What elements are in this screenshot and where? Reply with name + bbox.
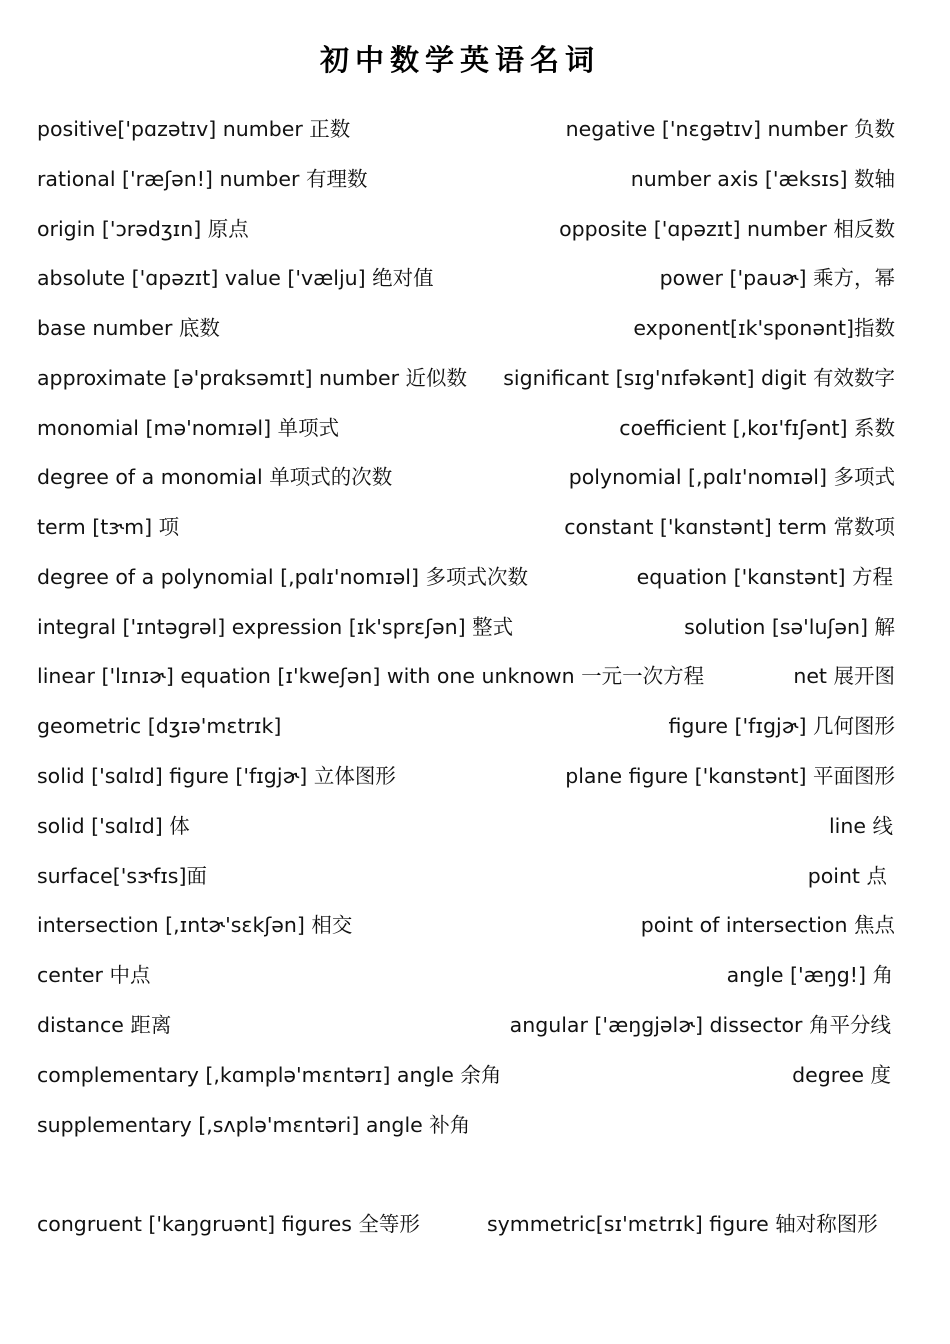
term-row: [37, 1010, 895, 1040]
term-right: net 展开图: [793, 664, 895, 688]
term-row: [37, 910, 895, 940]
term-left: approximate [ə'prɑksəmɪt] number 近似数: [37, 366, 468, 390]
term-left: supplementary [,sʌplə'mɛntəri] angle 补角: [37, 1113, 471, 1137]
term-row: [37, 811, 895, 841]
term-right: symmetric[sɪ'mɛtrɪk] figure 轴对称图形: [487, 1212, 878, 1236]
term-row: [37, 214, 895, 244]
term-right: power ['pauɚ] 乘方，幂: [659, 266, 895, 290]
term-left: integral ['ɪntəgrəl] expression [ɪk'sprɛʃən] 整式: [37, 615, 514, 639]
term-row: [37, 413, 895, 443]
term-left: geometric [dʒɪə'mɛtrɪk]: [37, 714, 282, 738]
term-right: equation ['kɑnstənt] 方程: [636, 565, 893, 589]
term-right: point of intersection 焦点: [640, 913, 895, 937]
term-row: [37, 1060, 895, 1090]
term-right: plane figure ['kɑnstənt] 平面图形: [565, 764, 895, 788]
term-right: point 点: [807, 864, 887, 888]
term-left: origin ['ɔrədʒɪn] 原点: [37, 217, 249, 241]
term-left: solid ['sɑlɪd] 体: [37, 814, 190, 838]
term-right: significant [sɪg'nɪfəkənt] digit 有效数字: [503, 366, 895, 390]
term-row: [37, 612, 895, 642]
term-row: [37, 960, 895, 990]
term-right: constant ['kɑnstənt] term 常数项: [564, 515, 895, 539]
term-right: angular ['æŋgjəlɚ] dissector 角平分线: [509, 1013, 891, 1037]
term-left: absolute ['ɑpəzɪt] value ['vælju] 绝对值: [37, 266, 434, 290]
page-title: 初中数学英语名词: [319, 43, 600, 77]
term-row: [37, 761, 895, 791]
term-right: degree 度: [792, 1063, 891, 1087]
term-row: [37, 1110, 895, 1140]
term-row: [37, 263, 895, 293]
term-left: base number 底数: [37, 316, 220, 340]
term-row: [37, 114, 895, 144]
term-right: number axis ['æksɪs] 数轴: [630, 167, 895, 191]
term-left: solid ['sɑlɪd] figure ['fɪgjɚ] 立体图形: [37, 764, 396, 788]
term-left: complementary [,kɑmplə'mɛntərɪ] angle 余角: [37, 1063, 502, 1087]
term-right: opposite ['ɑpəzɪt] number 相反数: [559, 217, 895, 241]
term-left: positive['pɑzətɪv] number 正数: [37, 117, 351, 141]
term-right: line 线: [828, 814, 893, 838]
term-left: degree of a polynomial [,pɑlɪ'nomɪəl] 多项式次数: [37, 565, 528, 589]
term-row: [37, 363, 895, 393]
term-left: surface['sɝfɪs]面: [37, 864, 207, 888]
term-left: intersection [,ɪntɚ'sɛkʃən] 相交: [37, 913, 353, 937]
term-left: linear ['lɪnɪɚ] equation [ɪ'kweʃən] with one unknown 一元一次方程: [37, 664, 705, 688]
term-right: exponent[ɪk'sponənt]指数: [633, 316, 895, 340]
term-row: [37, 1209, 895, 1239]
term-row: [37, 861, 895, 891]
term-right: solution [sə'luʃən] 解: [684, 615, 895, 639]
term-right: coefficient [,koɪ'fɪʃənt] 系数: [619, 416, 895, 440]
term-right: angle ['æŋg!] 角: [726, 963, 893, 987]
term-row: [37, 562, 895, 592]
term-left: term [tɝm] 项: [37, 515, 180, 539]
term-row: [37, 711, 895, 741]
term-right: negative ['nɛgətɪv] number 负数: [565, 117, 895, 141]
term-right: polynomial [,pɑlɪ'nomɪəl] 多项式: [568, 465, 895, 489]
term-left: congruent ['kaŋgruənt] figures 全等形: [37, 1212, 420, 1236]
term-left: degree of a monomial 单项式的次数: [37, 465, 393, 489]
term-left: center 中点: [37, 963, 151, 987]
term-row: [37, 462, 895, 492]
term-row: [37, 164, 895, 194]
term-left: monomial [mə'nomɪəl] 单项式: [37, 416, 340, 440]
term-right: figure ['fɪgjɚ] 几何图形: [668, 714, 895, 738]
term-row: [37, 661, 895, 691]
term-left: rational ['ræʃən!] number 有理数: [37, 167, 368, 191]
term-left: distance 距离: [37, 1013, 172, 1037]
term-row: [37, 512, 895, 542]
term-row: [37, 313, 895, 343]
